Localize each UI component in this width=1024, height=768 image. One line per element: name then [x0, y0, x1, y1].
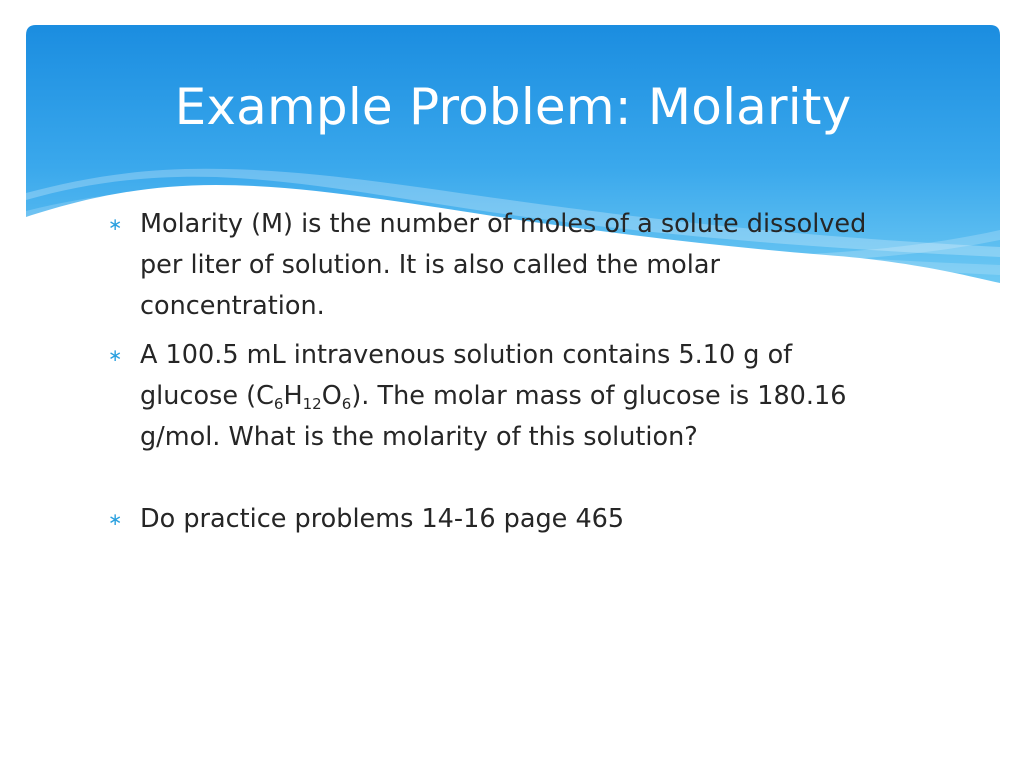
formula-hydrogen: H — [283, 381, 303, 411]
subscript-oxygen: 6 — [341, 395, 352, 413]
bullet-text: Molarity (M) is the number of moles of a solute dissolved per liter of solution. It is also called the molar concentration. — [140, 209, 867, 321]
slide-title: Example Problem: Molarity — [174, 78, 852, 136]
subscript-carbon: 6 — [273, 395, 284, 413]
bullet-glucose-problem — [108, 335, 888, 458]
asterisk-bullet-icon: ∗ — [108, 346, 123, 366]
asterisk-bullet-icon: ∗ — [108, 215, 123, 235]
bullet-text: Do practice problems 14-16 page 465 — [140, 504, 625, 534]
problem-text-end: ). The molar mass of glucose is 180.16 g/mol. What is the molarity of this solution? — [140, 381, 847, 452]
problem-text-start: A 100.5 mL intravenous solution contains 5.10 g of glucose (C — [140, 340, 793, 411]
bullet-practice-problems — [108, 499, 888, 541]
bullet-text — [140, 335, 888, 458]
asterisk-bullet-icon: ∗ — [108, 510, 123, 530]
bullet-molarity-definition — [108, 204, 888, 327]
subscript-hydrogen: 12 — [302, 395, 322, 413]
formula-oxygen: O — [321, 381, 342, 411]
bullet-list — [108, 204, 888, 541]
